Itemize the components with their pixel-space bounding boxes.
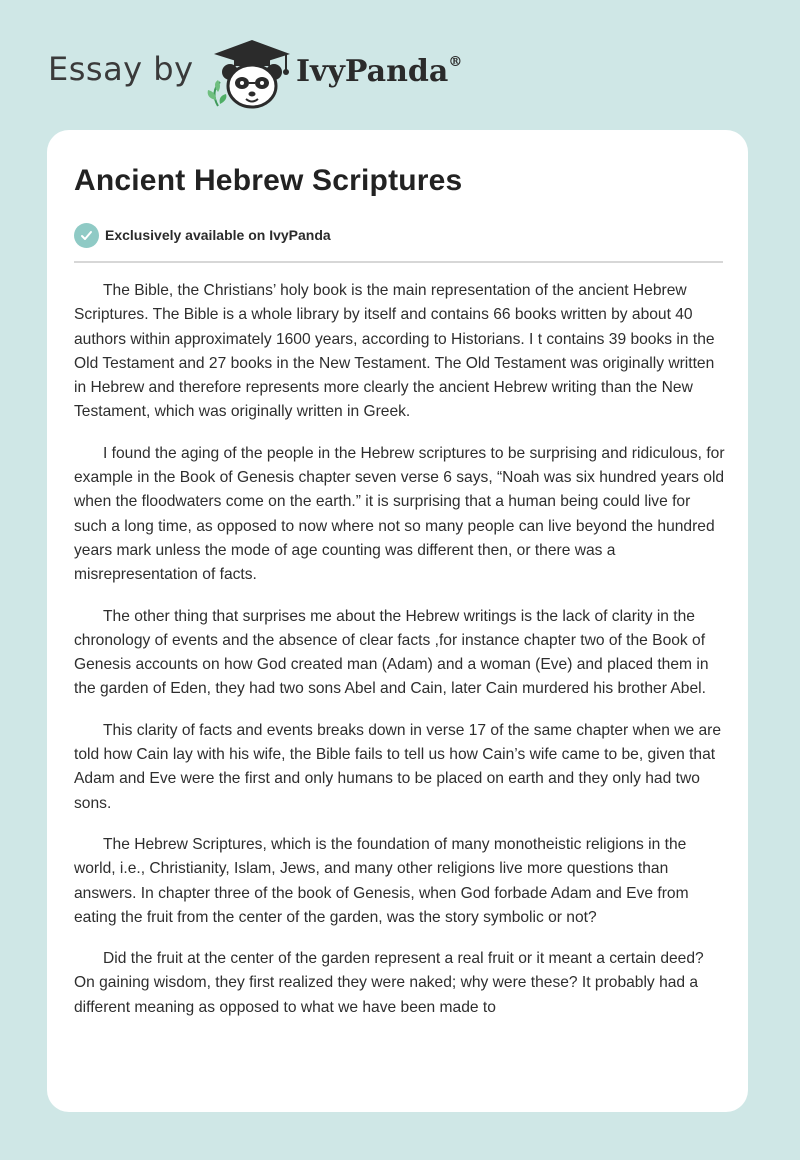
essay-body bbox=[74, 279, 726, 1037]
paragraph: The Hebrew Scriptures, which is the foundation of many monotheistic religions in the world, i.e., Christianity, Islam, Jews, and many other religions live more questions than answers. In chapter three of the book of Genesis, when God forbade Adam and Eve from eating the fruit from the center of the garden, was the story symbolic or not? bbox=[74, 835, 689, 926]
panda-graduate-icon[interactable] bbox=[200, 34, 294, 110]
exclusive-label: Exclusively available on IvyPanda bbox=[105, 227, 331, 243]
essay-by-label: Essay by bbox=[48, 50, 194, 88]
essay-title: Ancient Hebrew Scriptures bbox=[74, 164, 463, 197]
registered-mark: ® bbox=[448, 54, 463, 70]
exclusive-badge bbox=[74, 222, 331, 248]
site-header bbox=[0, 0, 800, 130]
check-circle-icon bbox=[74, 223, 99, 248]
paragraph: I found the aging of the people in the Hebrew scriptures to be surprising and ridiculous, for example in the Book of Genesis chapter seven verse 6 says, “Noah was six hundred years old when the floodwaters come on the earth.” it is surprising that a human being could live for such a long time, as opposed to now where not so many people can live beyond the hundred years mark unless the mode of age counting was different then, or there was a misrepresentation of facts. bbox=[74, 444, 725, 584]
title-divider bbox=[74, 261, 723, 263]
paragraph: Did the fruit at the center of the garden represent a real fruit or it meant a certain deed? On gaining wisdom, they first realized they were naked; why were these? It probably had a different meaning as opposed to what we have been made to bbox=[74, 950, 704, 1016]
paragraph: This clarity of facts and events breaks down in verse 17 of the same chapter when we are told how Cain lay with his wife, the Bible fails to tell us how Cain’s wife came to be, given that Adam and Eve were the first and only humans to be placed on earth and they only had two sons. bbox=[74, 721, 722, 812]
brand-logo[interactable] bbox=[296, 54, 462, 89]
essay-card bbox=[47, 130, 748, 1112]
brand-name: IvyPanda bbox=[296, 54, 449, 89]
paragraph: The Bible, the Christians’ holy book is the main representation of the ancient Hebrew Scriptures. The Bible is a whole library by itself and contains 66 books written by about 40 authors within approximately 1600 years, according to Historians. I t contains 39 books in the Old Testament and 27 books in the New Testament. The Old Testament was originally written in Hebrew and therefore represents more clearly the ancient Hebrew writing than the New Testament, which was originally written in Greek. bbox=[74, 282, 715, 421]
paragraph: The other thing that surprises me about the Hebrew writings is the lack of clarity in the chronology of events and the absence of clear facts ,for instance chapter two of the Book of Genesis accounts on how God created man (Adam) and a woman (Eve) and placed them in the garden of Eden, they had two sons Abel and Cain, later Cain murdered his brother Abel. bbox=[74, 607, 709, 698]
